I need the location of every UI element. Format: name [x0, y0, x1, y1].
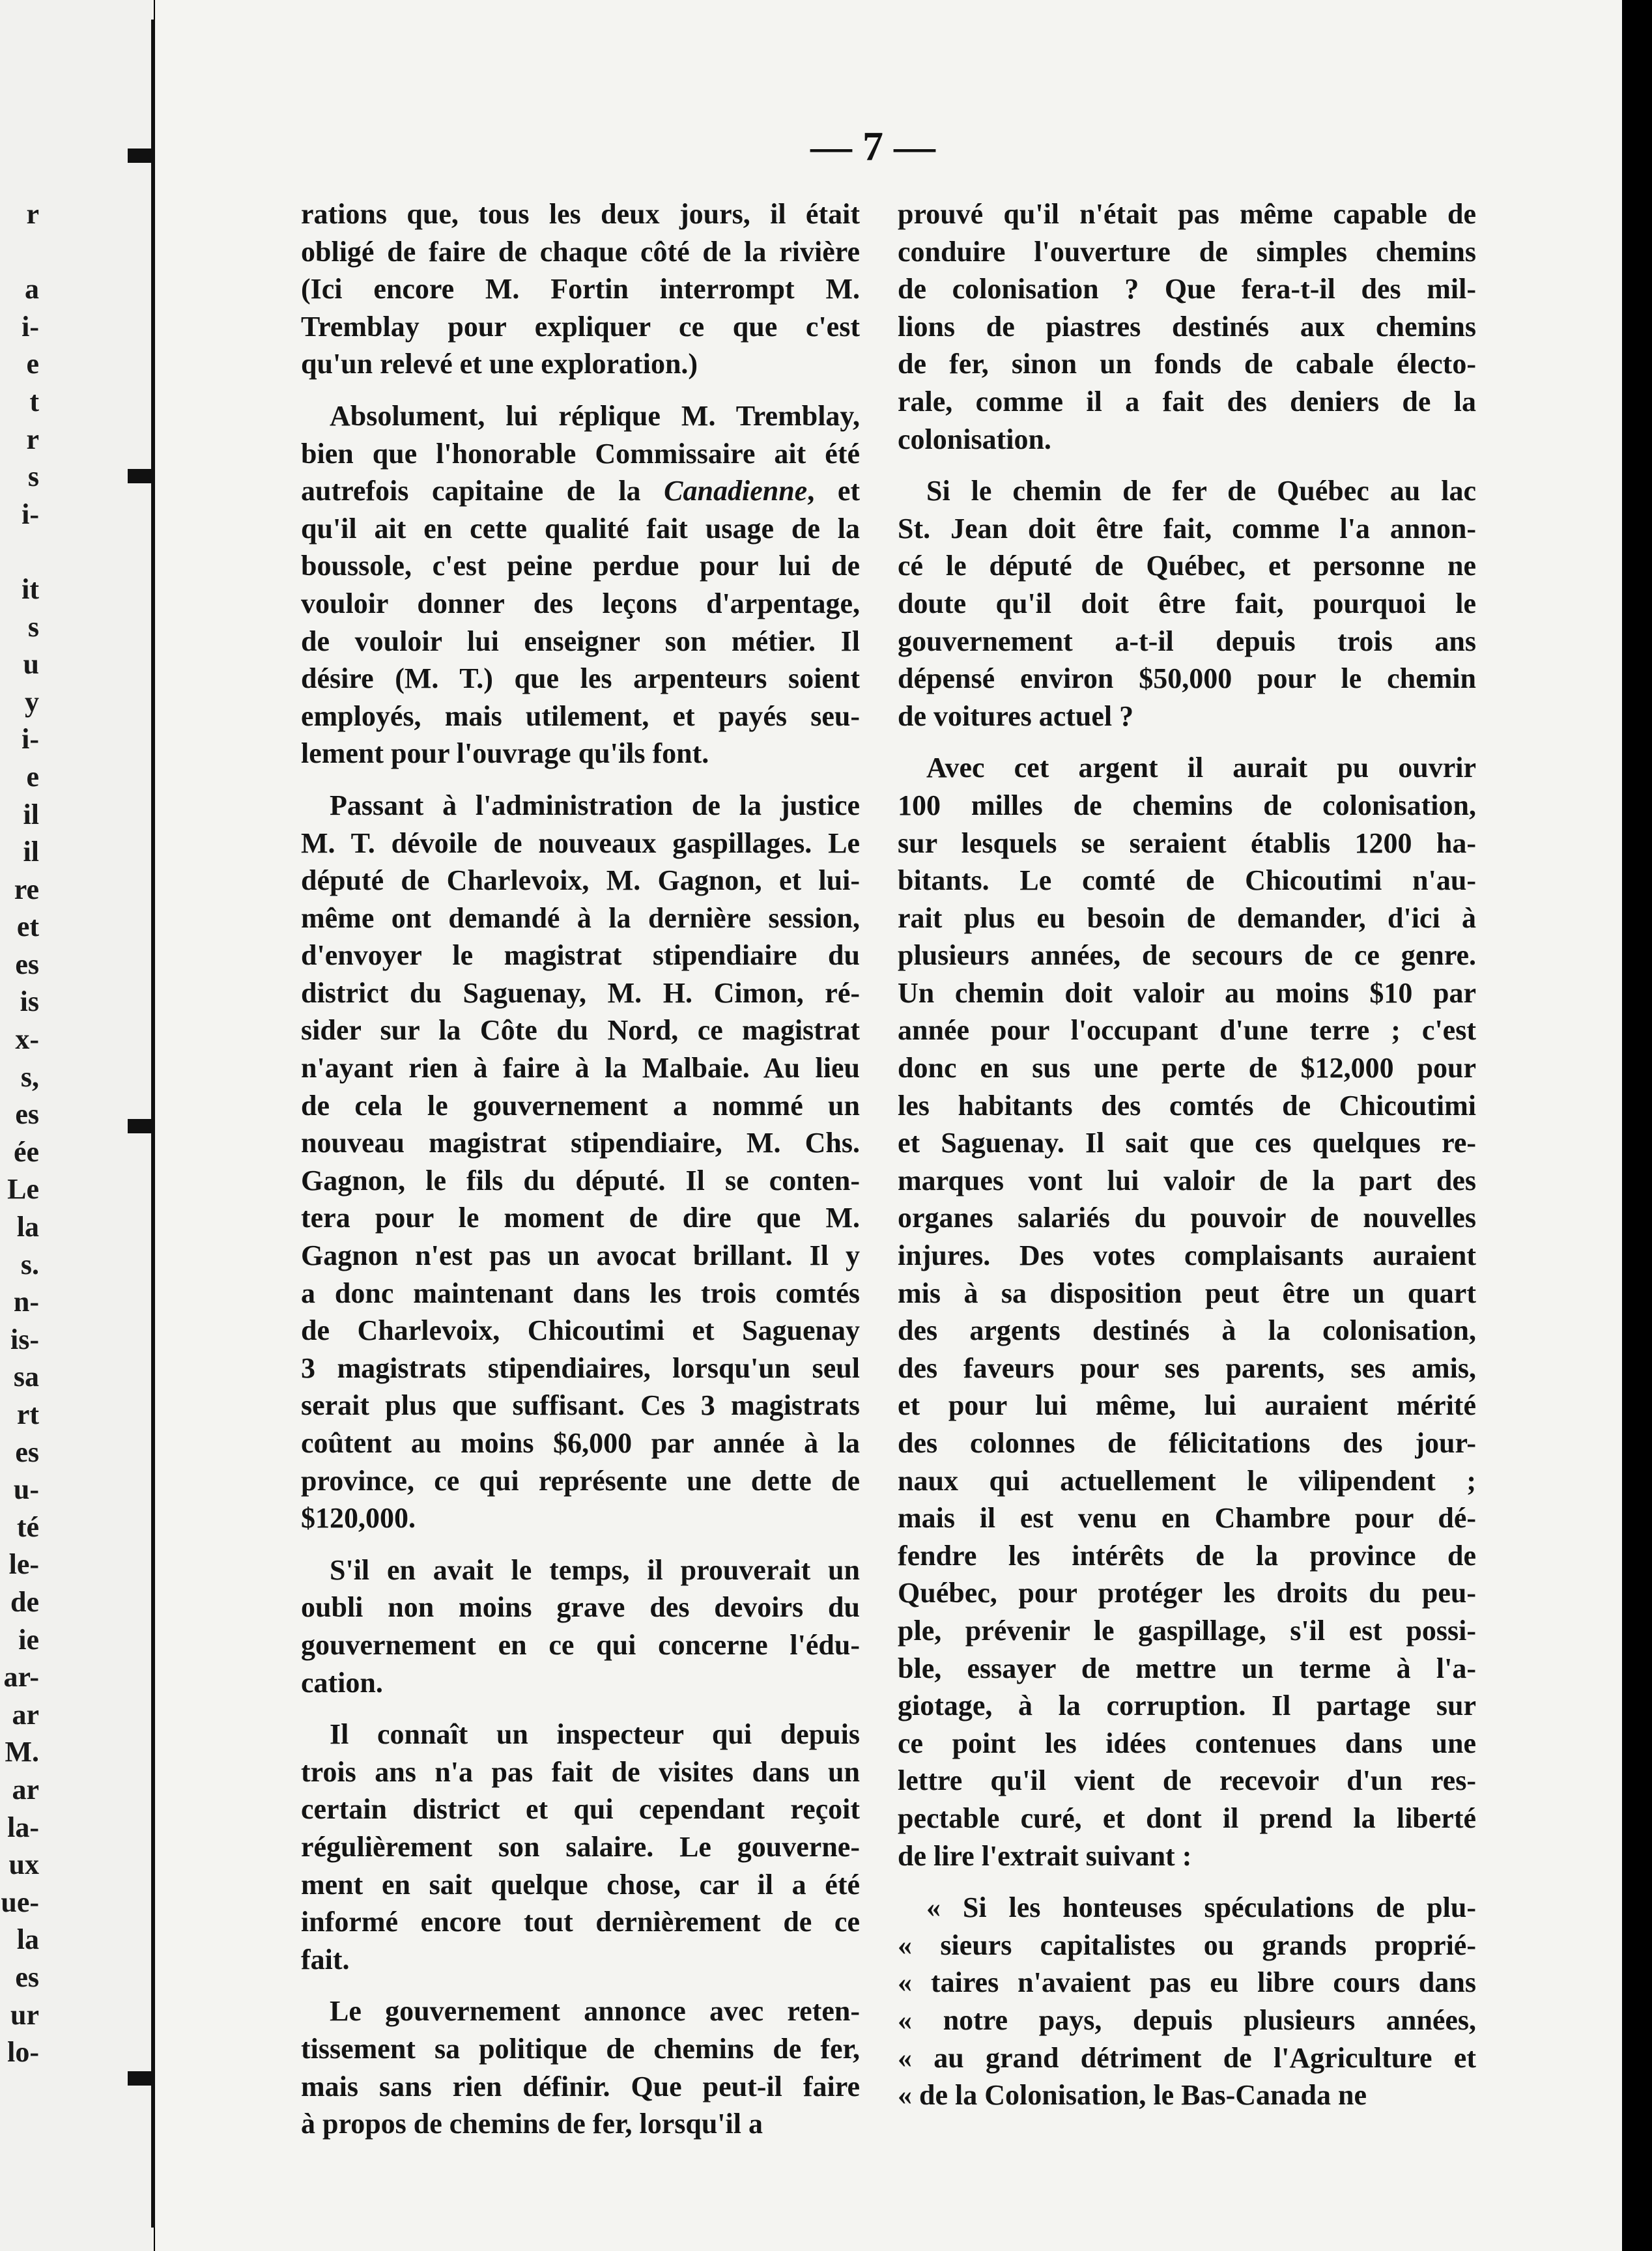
text-line: « au grand détriment de l'Agriculture et — [898, 2041, 1476, 2074]
text-line: « taires n'avaient pas eu libre cours dans — [898, 1966, 1476, 1999]
paragraph — [898, 472, 1476, 735]
margin-fragment: de — [10, 1585, 39, 1618]
paragraph — [898, 195, 1476, 458]
text-line: de lire l'extrait suivant : — [898, 1839, 1192, 1872]
paragraph — [301, 1551, 860, 1701]
text-line: Gagnon, le fils du député. Il se conten- — [301, 1164, 860, 1196]
text-line: et pour lui même, lui auraient mérité — [898, 1389, 1476, 1422]
text-line: doute qu'il doit être fait, pourquoi le — [898, 587, 1476, 619]
margin-fragment: ar- — [3, 1661, 39, 1693]
text-line: n'ayant rien à faire à la Malbaie. Au lieu — [301, 1052, 860, 1084]
margin-fragment: es — [15, 1098, 39, 1131]
margin-fragment: x- — [15, 1023, 39, 1056]
text-line: coûtent au moins $6,000 par année à la — [301, 1427, 860, 1459]
paragraph — [301, 195, 860, 383]
paragraph — [301, 397, 860, 772]
text-line: certain district et qui cependant reçoit — [301, 1793, 860, 1826]
margin-fragment: e — [26, 760, 39, 793]
text-line: prouvé qu'il n'était pas même capable de — [898, 198, 1476, 230]
margin-fragment: M. — [5, 1736, 39, 1768]
text-line: gouvernement en ce qui concerne l'édu- — [301, 1628, 860, 1661]
text-line: autrefois capitaine de la Canadienne, et — [301, 475, 860, 507]
margin-fragment: i- — [21, 723, 39, 756]
paragraph-gap — [301, 383, 860, 397]
margin-fragment: ar — [12, 1698, 39, 1731]
text-line: nouveau magistrat stipendiaire, M. Chs. — [301, 1127, 860, 1159]
margin-fragment: ée — [13, 1135, 39, 1168]
margin-fragment: u — [23, 648, 39, 681]
text-line: lement pour l'ouvrage qu'ils font. — [301, 737, 709, 770]
text-line: Avec cet argent il aurait pu ouvrir — [926, 752, 1476, 784]
text-line: informé encore tout dernièrement de ce — [301, 1906, 860, 1938]
paragraph-gap — [301, 772, 860, 787]
margin-fragment: es — [15, 1436, 39, 1468]
text-line: « de la Colonisation, le Bas-Canada ne — [898, 2079, 1367, 2112]
text-line: rations que, tous les deux jours, il était — [301, 198, 860, 230]
text-line: lettre qu'il vient de recevoir d'un res- — [898, 1764, 1476, 1797]
margin-fragment: u- — [13, 1473, 39, 1506]
text-line: ce point les idées contenues dans une — [898, 1727, 1476, 1759]
text-line: mais sans rien définir. Que peut-il faire — [301, 2070, 860, 2102]
text-line: S'il en avait le temps, il prouverait un — [330, 1553, 860, 1586]
margin-fragment — [0, 533, 39, 571]
text-line: province, ce qui représente une dette de — [301, 1464, 860, 1497]
text-line: St. Jean doit être fait, comme l'a annon- — [898, 512, 1476, 545]
margin-fragment: la- — [7, 1811, 39, 1843]
text-line: les habitants des comtés de Chicoutimi — [898, 1089, 1476, 1122]
text-line: de Charlevoix, Chicoutimi et Saguenay — [301, 1314, 860, 1347]
paragraph-gap — [301, 1537, 860, 1551]
paragraph — [301, 1992, 860, 2142]
text-line: député de Charlevoix, M. Gagnon, et lui- — [301, 864, 860, 897]
margin-fragment: e — [26, 348, 39, 380]
text-line: des colonnes de félicitations des jour- — [898, 1427, 1476, 1459]
scan-border — [1622, 0, 1652, 2251]
text-line: d'envoyer le magistrat stipendiaire du — [301, 939, 860, 972]
text-line: injures. Des votes complaisants auraient — [898, 1239, 1476, 1272]
text-line: $120,000. — [301, 1502, 416, 1535]
text-line: tissement sa politique de chemins de fer, — [301, 2032, 860, 2065]
margin-fragment: le- — [8, 1548, 39, 1581]
margin-fragment: Le — [7, 1173, 39, 1206]
text-line: giotage, à la corruption. Il partage sur — [898, 1690, 1476, 1722]
text-line: sider sur la Côte du Nord, ce magistrat — [301, 1014, 860, 1047]
text-line: rait plus eu besoin de demander, d'ici à — [898, 901, 1476, 934]
margin-fragment: it — [21, 573, 39, 605]
margin-fragment: is — [20, 985, 39, 1018]
text-line: qu'un relevé et une exploration.) — [301, 348, 698, 380]
text-line: « sieurs capitalistes ou grands proprié- — [898, 1929, 1476, 1961]
text-line: « notre pays, depuis plusieurs années, — [898, 2003, 1476, 2036]
paragraph-gap — [898, 458, 1476, 472]
paragraph-gap — [898, 735, 1476, 749]
text-line: et Saguenay. Il sait que ces quelques re- — [898, 1127, 1476, 1159]
margin-fragment: s, — [20, 1060, 39, 1093]
margin-fragment: s — [27, 460, 39, 493]
text-line: Un chemin doit valoir au moins $10 par — [898, 976, 1476, 1009]
text-line: rale, comme il a fait des deniers de la — [898, 385, 1476, 418]
text-line: (Ici encore M. Fortin interrompt M. — [301, 273, 860, 305]
text-line: fait. — [301, 1943, 350, 1975]
margin-fragment: sa — [13, 1361, 39, 1393]
margin-fragment: i- — [21, 498, 39, 530]
text-line: ment en sait quelque chose, car il a été — [301, 1868, 860, 1901]
margin-fragment: et — [16, 911, 39, 943]
text-line: Tremblay pour expliquer ce que c'est — [301, 310, 860, 343]
text-line: Si le chemin de fer de Québec au lac — [926, 475, 1476, 507]
text-line: de cela le gouvernement a nommé un — [301, 1089, 860, 1122]
margin-fragment: is- — [10, 1323, 39, 1355]
margin-fragment: ar — [12, 1773, 39, 1805]
text-line: des argents destinés à la colonisation, — [898, 1314, 1476, 1347]
text-line: obligé de faire de chaque côté de la rivière — [301, 235, 860, 268]
text-line: organes salariés du pouvoir de nouvelles — [898, 1202, 1476, 1234]
text-line: de fer, sinon un fonds de cabale électo- — [898, 348, 1476, 380]
text-line: des faveurs pour ses parents, ses amis, — [898, 1352, 1476, 1384]
text-line: « Si les honteuses spéculations de plu- — [926, 1891, 1476, 1924]
text-line: mais il est venu en Chambre pour dé- — [898, 1502, 1476, 1535]
paragraph-gap — [301, 1978, 860, 1992]
margin-fragment — [0, 233, 39, 271]
margin-fragment: il — [23, 836, 39, 868]
text-line: plusieurs années, de secours de ce genre. — [898, 939, 1476, 972]
margin-fragment: la — [16, 1923, 39, 1956]
facing-page-fragments — [0, 195, 39, 2071]
margin-fragment: ur — [10, 1998, 39, 2031]
text-line: cation. — [301, 1666, 383, 1699]
margin-fragment: n- — [13, 1286, 39, 1318]
margin-fragment: ux — [8, 1848, 39, 1881]
margin-fragment: ue- — [1, 1886, 39, 1918]
text-line: oubli non moins grave des devoirs du — [301, 1591, 860, 1624]
text-line: cé le député de Québec, et personne ne — [898, 550, 1476, 582]
text-line: ple, prévenir le gaspillage, s'il est possi- — [898, 1614, 1476, 1647]
text-line: district du Saguenay, M. H. Cimon, ré- — [301, 976, 860, 1009]
text-line: Absolument, lui réplique M. Tremblay, — [330, 399, 860, 432]
margin-fragment: r — [26, 423, 39, 455]
text-line: Québec, pour protéger les droits du peu- — [898, 1577, 1476, 1609]
text-line: bien que l'honorable Commissaire ait été — [301, 437, 860, 470]
margin-fragment: s. — [20, 1248, 39, 1281]
text-line: tera pour le moment de dire que M. — [301, 1202, 860, 1234]
paragraph-gap — [898, 1875, 1476, 1889]
paragraph — [898, 1889, 1476, 2114]
margin-fragment: rt — [16, 1398, 39, 1430]
text-line: lions de piastres destinés aux chemins — [898, 310, 1476, 343]
margin-fragment: t — [29, 385, 39, 418]
margin-fragment: es — [15, 1961, 39, 1993]
text-line: mis à sa disposition peut être un quart — [898, 1277, 1476, 1309]
margin-fragment: té — [16, 1510, 39, 1543]
text-line: Le gouvernement annonce avec reten- — [330, 1995, 860, 2028]
margin-fragment: i- — [21, 310, 39, 343]
text-line: année pour l'occupant d'une terre ; c'est — [898, 1014, 1476, 1047]
text-line: conduire l'ouverture de simples chemins — [898, 235, 1476, 268]
margin-fragment: la — [16, 1211, 39, 1243]
margin-fragment: r — [26, 198, 39, 230]
text-line: boussole, c'est peine perdue pour lui de — [301, 550, 860, 582]
text-line: sur lesquels se seraient établis 1200 ha- — [898, 827, 1476, 859]
text-line: Passant à l'administration de la justice — [330, 789, 860, 821]
paragraph — [301, 787, 860, 1537]
text-line: désire (M. T.) que les arpenteurs soient — [301, 662, 860, 695]
margin-fragment: ie — [18, 1623, 39, 1656]
text-line: régulièrement son salaire. Le gouverne- — [301, 1830, 860, 1863]
text-line: de vouloir lui enseigner son métier. Il — [301, 625, 860, 657]
left-column — [301, 195, 860, 2143]
text-line: bitants. Le comté de Chicoutimi n'au- — [898, 864, 1476, 897]
text-line: pectable curé, et dont il prend la liberté — [898, 1802, 1476, 1834]
text-line: ble, essayer de mettre un terme à l'a- — [898, 1652, 1476, 1684]
text-line: Gagnon n'est pas un avocat brillant. Il y — [301, 1239, 860, 1272]
page-number: — 7 — — [810, 123, 935, 169]
text-line: même ont demandé à la dernière session, — [301, 901, 860, 934]
text-line: employés, mais utilement, et payés seu- — [301, 700, 860, 732]
text-line: naux qui actuellement le vilipendent ; — [898, 1464, 1476, 1497]
margin-fragment: re — [14, 873, 39, 905]
margin-fragment: a — [25, 273, 39, 305]
text-line: marques vont lui valoir de la part des — [898, 1164, 1476, 1196]
text-line: qu'il ait en cette qualité fait usage de la — [301, 512, 860, 545]
text-line: fendre les intérêts de la province de — [898, 1539, 1476, 1572]
margin-fragment: il — [23, 798, 39, 830]
margin-fragment: es — [15, 948, 39, 980]
margin-fragment: y — [25, 685, 39, 718]
text-line: 3 magistrats stipendiaires, lorsqu'un seul — [301, 1352, 860, 1384]
right-column — [898, 195, 1476, 2114]
text-line: vouloir donner des leçons d'arpentage, — [301, 587, 860, 619]
text-line: colonisation. — [898, 423, 1051, 455]
text-line: gouvernement a-t-il depuis trois ans — [898, 625, 1476, 657]
margin-fragment: lo- — [7, 2036, 39, 2069]
paragraph — [301, 1716, 860, 1978]
text-line: Il connaît un inspecteur qui depuis — [330, 1718, 860, 1751]
text-line: donc en sus une perte de $12,000 pour — [898, 1052, 1476, 1084]
text-line: 100 milles de chemins de colonisation, — [898, 789, 1476, 821]
paragraph — [898, 749, 1476, 1875]
text-line: à propos de chemins de fer, lorsqu'il a — [301, 2108, 763, 2140]
paragraph-gap — [301, 1701, 860, 1716]
text-line: M. T. dévoile de nouveaux gaspillages. Le — [301, 827, 860, 859]
text-line: serait plus que suffisant. Ces 3 magistrats — [301, 1389, 860, 1422]
text-line: a donc maintenant dans les trois comtés — [301, 1277, 860, 1309]
text-line: dépensé environ $50,000 pour le chemin — [898, 662, 1476, 695]
text-line: trois ans n'a pas fait de visites dans un — [301, 1755, 860, 1788]
text-line: de voitures actuel ? — [898, 700, 1134, 732]
margin-fragment: s — [27, 610, 39, 643]
text-line: de colonisation ? Que fera-t-il des mil- — [898, 273, 1476, 305]
